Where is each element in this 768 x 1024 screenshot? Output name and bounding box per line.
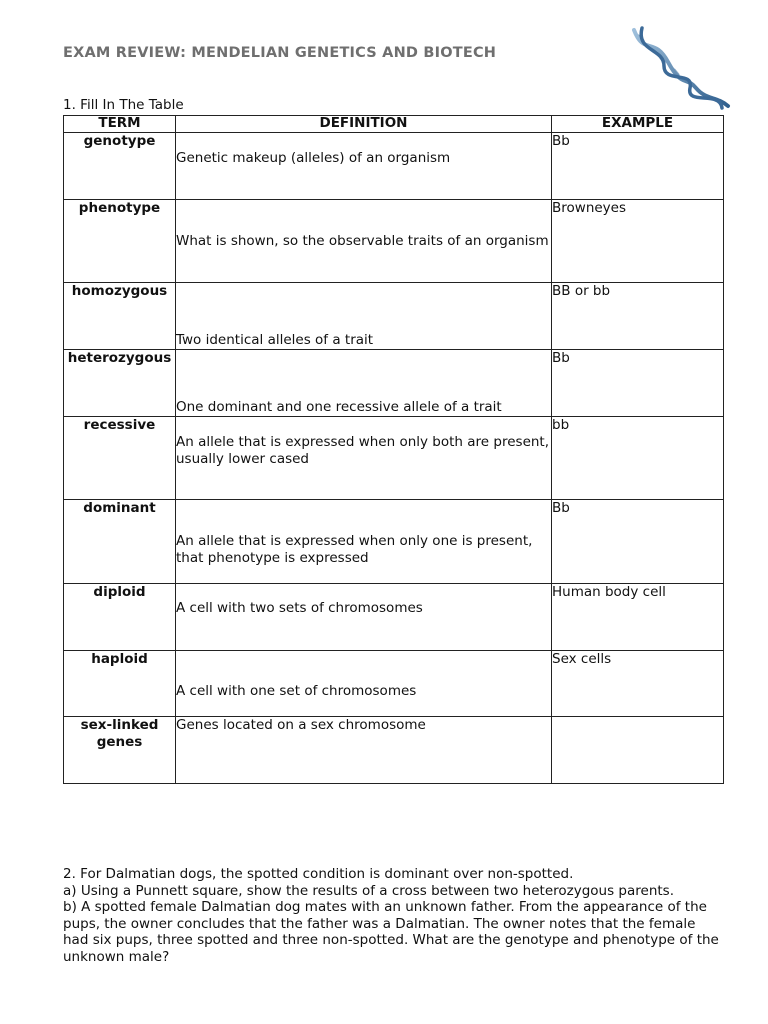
definition-text: A cell with one set of chromosomes xyxy=(176,683,417,699)
example-cell[interactable]: Bb xyxy=(552,133,724,200)
definition-cell[interactable] xyxy=(176,717,552,784)
example-cell[interactable]: Human body cell xyxy=(552,584,724,651)
term-cell: phenotype xyxy=(64,200,176,283)
definition-text: Two identical alleles of a trait xyxy=(176,332,374,348)
column-header-example: EXAMPLE xyxy=(552,116,724,133)
definition-cell[interactable] xyxy=(176,200,552,283)
table-row xyxy=(64,417,724,500)
definition-cell[interactable] xyxy=(176,500,552,584)
definition-text: Genetic makeup (alleles) of an organism xyxy=(176,150,451,166)
definition-text: An allele that is expressed when only one is present, that phenotype is expressed xyxy=(176,533,533,566)
table-row xyxy=(64,717,724,784)
table-row xyxy=(64,651,724,717)
term-cell: homozygous xyxy=(64,283,176,350)
definition-text: Genes located on a sex chromosome xyxy=(176,717,426,733)
definition-cell[interactable] xyxy=(176,283,552,350)
table-row xyxy=(64,584,724,651)
term-cell: haploid xyxy=(64,651,176,717)
definition-cell[interactable] xyxy=(176,417,552,500)
table-row xyxy=(64,200,724,283)
question-2-part-b: b) A spotted female Dalmatian dog mates with an unknown father. From the appearance of the pups, the owner concludes that the father was a Dalmatian. The owner notes that the female had six pups, three spotted and three non-spotted. What are the genotype and phenotype of the unknown male? xyxy=(63,899,719,965)
question-1-label: 1. Fill In The Table xyxy=(63,97,184,113)
example-cell[interactable]: Browneyes xyxy=(552,200,724,283)
term-cell: dominant xyxy=(64,500,176,584)
example-cell[interactable]: BB or bb xyxy=(552,283,724,350)
definition-cell[interactable] xyxy=(176,350,552,417)
table-row xyxy=(64,500,724,584)
term-cell: sex-linked genes xyxy=(64,717,176,784)
question-2-intro: 2. For Dalmatian dogs, the spotted condition is dominant over non-spotted. xyxy=(63,866,574,882)
definition-text: A cell with two sets of chromosomes xyxy=(176,600,423,616)
table-header-row xyxy=(64,116,724,133)
example-cell[interactable]: Bb xyxy=(552,350,724,417)
column-header-definition: DEFINITION xyxy=(176,116,552,133)
terms-table xyxy=(63,115,724,784)
question-2 xyxy=(63,866,723,965)
dna-helix-icon xyxy=(624,26,732,110)
definition-text: An allele that is expressed when only both are present, usually lower cased xyxy=(176,434,550,467)
example-cell[interactable]: bb xyxy=(552,417,724,500)
column-header-term: TERM xyxy=(64,116,176,133)
example-cell[interactable] xyxy=(552,717,724,784)
example-cell[interactable]: Sex cells xyxy=(552,651,724,717)
table-row xyxy=(64,283,724,350)
example-cell[interactable]: Bb xyxy=(552,500,724,584)
table-row xyxy=(64,133,724,200)
term-cell: recessive xyxy=(64,417,176,500)
definition-text: One dominant and one recessive allele of a trait xyxy=(176,399,502,415)
question-2-part-a: a) Using a Punnett square, show the results of a cross between two heterozygous parents. xyxy=(63,882,675,899)
definition-cell[interactable] xyxy=(176,651,552,717)
definition-cell[interactable] xyxy=(176,133,552,200)
term-cell: genotype xyxy=(64,133,176,200)
definition-text: What is shown, so the observable traits of an organism xyxy=(176,233,549,249)
definition-cell[interactable] xyxy=(176,584,552,651)
table-row xyxy=(64,350,724,417)
term-cell: diploid xyxy=(64,584,176,651)
term-cell: heterozygous xyxy=(64,350,176,417)
page-title: EXAM REVIEW: MENDELIAN GENETICS AND BIOTECH xyxy=(63,45,497,61)
